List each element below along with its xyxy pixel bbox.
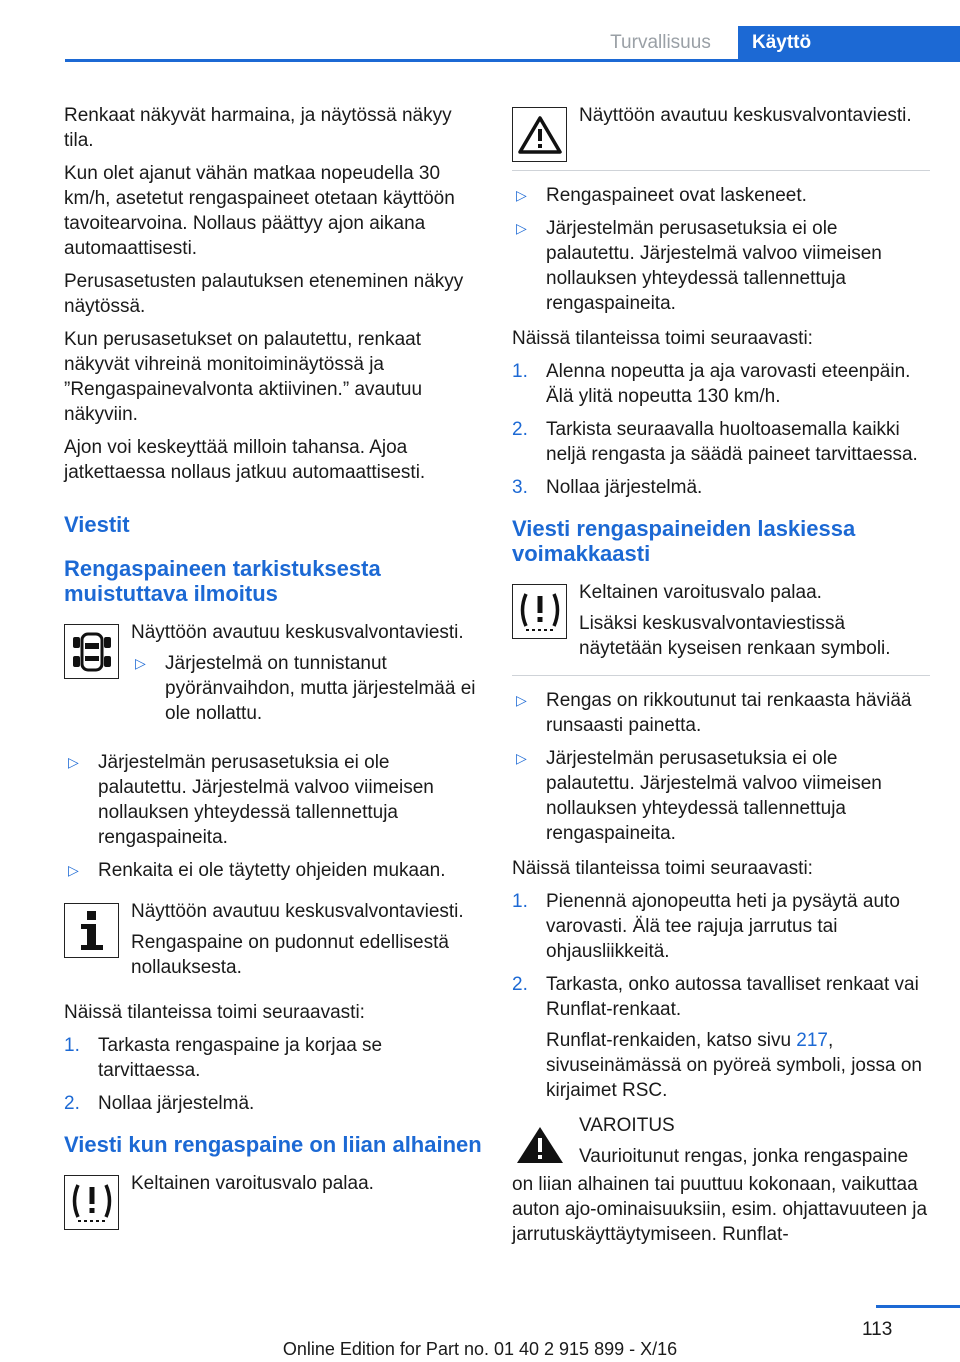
warning-text: Näyttöön avautuu keskusvalvontaviesti. xyxy=(579,105,912,126)
tire-check-icon xyxy=(64,624,119,679)
warning-note xyxy=(512,1113,930,1172)
triangle-bullet-icon: ▷ xyxy=(516,692,527,708)
subsection-heading-reminder: Rengaspaineen tarkistuksesta muistuttava ilmoitus xyxy=(64,556,381,606)
right-column xyxy=(512,103,930,1247)
warning-triangle-icon xyxy=(512,1117,567,1172)
list-item: 2. Nollaa järjestelmä. xyxy=(64,1093,255,1114)
instruction-intro: Näissä tilanteissa toimi seuraavasti: xyxy=(512,328,813,349)
runflat-note: Runflat-renkaiden, katso sivu 217, sivuseinämässä on pyöreä symboli, jossa on kirjaimet RSC. xyxy=(546,1030,922,1101)
list-item: 2. Tarkasta, onko autossa tavalliset renkaat vai Runflat-renkaat. Runflat-renkaiden, katso sivu 217, sivuseinämässä on pyöreä symboli, jossa on kirjaimet RSC. xyxy=(512,972,930,1103)
bullet-list xyxy=(512,688,930,846)
warning-title: VAROITUS xyxy=(579,1115,675,1136)
page-number: 113 xyxy=(862,1319,893,1340)
list-item: 3. Nollaa järjestelmä. xyxy=(512,477,703,498)
warning-text-first: Vaurioitunut rengas, jonka rengaspaine xyxy=(579,1146,909,1167)
tab-kaytto[interactable]: Käyttö xyxy=(738,26,960,60)
numbered-list xyxy=(512,889,930,1103)
left-column xyxy=(64,103,482,1244)
paragraph: Ajon voi keskeyttää milloin tahansa. Ajoa jatkettaessa nollaus jatkuu automaattisesti. xyxy=(64,437,426,483)
warning-block xyxy=(512,103,930,162)
warning-triangle-icon xyxy=(512,107,567,162)
numbered-list xyxy=(512,359,930,500)
triangle-bullet-icon: ▷ xyxy=(68,862,79,878)
footer-edition: Online Edition for Part no. 01 40 2 915 899 - X/16 xyxy=(282,1339,678,1359)
warning-text-rest: on liian alhainen tai puuttuu kokonaan, vaikuttaa auton ajo-ominaisuuksiin, esim. ohjattavuuteen ja jarrutuskäyttäytymiseen. Runflat- xyxy=(512,1174,928,1245)
subsection-heading-low-pressure: Viesti kun rengaspaine on liian alhainen xyxy=(64,1132,482,1157)
list-item: 2. Tarkista seuraavalla huoltoasemalla kaikki neljä rengasta ja säädä paineet tarvittaessa. xyxy=(512,419,918,465)
list-item: ▷ Järjestelmän perusasetuksia ei ole palautettu. Järjestelmä valvoo viimeisen nollauksen yhteydessä tallennettuja rengaspaineita. xyxy=(516,748,882,844)
paragraph: Kun olet ajanut vähän matkaa nopeudella 30 km/h, asetetut rengaspaineet otetaan käyttöön tavoitearvoina. Nollaus päättyy ajon aikana automaattisesti. xyxy=(64,163,455,259)
low-pressure-text: Keltainen varoitusvalo palaa. xyxy=(131,1173,374,1194)
tire-warning-icon xyxy=(64,1175,119,1230)
list-item: ▷ Järjestelmä on tunnistanut pyöränvaihdon, mutta järjestelmää ei ole nollattu. xyxy=(135,653,476,724)
divider xyxy=(512,170,930,171)
divider xyxy=(512,675,930,676)
rapid-loss-text: Lisäksi keskusvalvontaviestissä näytetään kyseisen renkaan symboli. xyxy=(579,613,891,659)
tab-turvallisuus[interactable]: Turvallisuus xyxy=(610,32,711,53)
info-block xyxy=(64,899,482,986)
tire-warning-icon xyxy=(512,584,567,639)
paragraph: Perusasetusten palautuksen eteneminen näkyy näytössä. xyxy=(64,271,464,317)
triangle-bullet-icon: ▷ xyxy=(516,220,527,236)
list-item: ▷ Järjestelmän perusasetuksia ei ole palautettu. Järjestelmä valvoo viimeisen nollauksen yhteydessä tallennettuja rengaspaineita. xyxy=(68,752,434,848)
list-item: 1. Pienennä ajonopeutta heti ja pysäytä auto varovasti. Älä tee rajuja jarrutus tai ohjausliikkeitä. xyxy=(512,891,900,962)
header-rule xyxy=(65,59,960,62)
reminder-block xyxy=(64,620,482,736)
instruction-intro: Näissä tilanteissa toimi seuraavasti: xyxy=(512,858,813,879)
reminder-text: Näyttöön avautuu keskusvalvontaviesti. xyxy=(131,622,464,643)
triangle-bullet-icon: ▷ xyxy=(516,187,527,203)
list-item: 1. Alenna nopeutta ja aja varovasti eteenpäin. Älä ylitä nopeutta 130 km/h. xyxy=(512,361,911,407)
section-heading-viestit: Viestit xyxy=(64,512,130,537)
list-item: ▷ Rengas on rikkoutunut tai renkaasta häviää runsaasti painetta. xyxy=(516,690,912,736)
triangle-bullet-icon: ▷ xyxy=(516,750,527,766)
list-item: ▷ Renkaita ei ole täytetty ohjeiden mukaan. xyxy=(68,860,446,881)
paragraph: Renkaat näkyvät harmaina, ja näytössä näkyy tila. xyxy=(64,105,452,151)
triangle-bullet-icon: ▷ xyxy=(68,754,79,770)
info-text: Näyttöön avautuu keskusvalvontaviesti. xyxy=(131,901,464,922)
instruction-intro: Näissä tilanteissa toimi seuraavasti: xyxy=(64,1002,365,1023)
list-item: 1. Tarkasta rengaspaine ja korjaa se tarvittaessa. xyxy=(64,1035,383,1081)
rapid-loss-text: Keltainen varoitusvalo palaa. xyxy=(579,582,822,603)
numbered-list xyxy=(64,1033,482,1116)
bullet-list xyxy=(512,183,930,316)
rapid-loss-block xyxy=(512,580,930,667)
info-icon xyxy=(64,903,119,958)
triangle-bullet-icon: ▷ xyxy=(135,655,146,671)
list-item: ▷ Rengaspaineet ovat laskeneet. xyxy=(516,185,807,206)
list-item: ▷ Järjestelmän perusasetuksia ei ole palautettu. Järjestelmä valvoo viimeisen nollauksen yhteydessä tallennettuja rengaspaineita. xyxy=(516,218,882,314)
subsection-heading-rapid-loss: Viesti rengaspaineiden laskiessa voimakkaasti xyxy=(512,516,856,566)
low-pressure-block xyxy=(64,1171,482,1230)
info-text: Rengaspaine on pudonnut edellisestä nollauksesta. xyxy=(131,932,449,978)
bullet-list xyxy=(64,750,482,883)
footer-rule xyxy=(876,1305,960,1308)
page-link-217[interactable]: 217 xyxy=(796,1030,828,1051)
paragraph: Kun perusasetukset on palautettu, renkaat näkyvät vihreinä monitoiminäytössä ja ”Rengaspainevalvonta aktiivinen.” avautuu näkyviin. xyxy=(64,329,423,425)
